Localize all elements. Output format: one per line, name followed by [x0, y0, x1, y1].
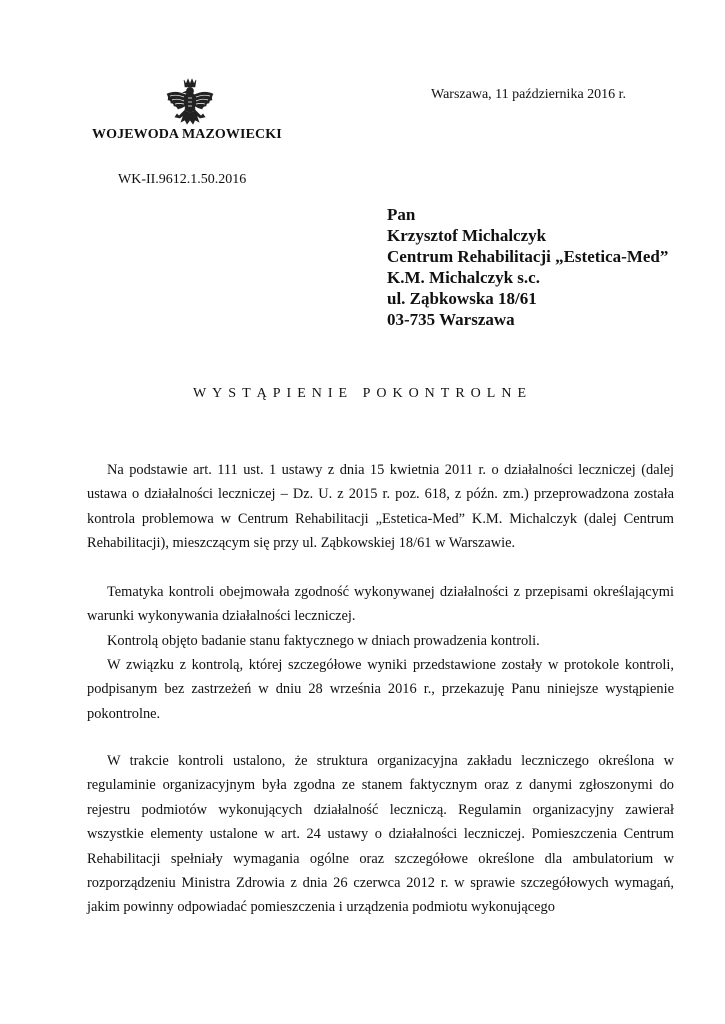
recipient-line: ul. Ząbkowska 18/61 — [387, 289, 537, 308]
recipient-line: K.M. Michalczyk s.c. — [387, 268, 540, 287]
issuer-name: WOJEWODA MAZOWIECKI — [92, 127, 282, 142]
recipient-line: Pan — [387, 205, 416, 224]
body-paragraph — [87, 458, 674, 556]
polish-eagle-emblem-icon — [164, 76, 216, 132]
body-paragraph — [87, 629, 674, 653]
paragraph-findings: W trakcie kontroli ustalono, że struktura organizacyjna zakładu leczniczego określona w regulaminie organizacyjnym była zgodna ze stanem faktycznym oraz z danymi zgłoszonymi do rejestru podmiotów wykonujących działalność leczniczą. Regulamin organizacyjny zawierał wszystkie elementy ustalone w art. 24 ustawy o działalności leczniczej. Pomieszczenia Centrum Rehabilitacji spełniały wymagania ogólne oraz szczegółowe określone dla ambulatorium w rozporządzeniu Ministra Zdrowia z dnia 26 czerwca 2012 r. w sprawie szczegółowych wymagań, jakim powinny odpowiadać pomieszczenia i urządzenia podmiotu wykonującego — [87, 753, 674, 916]
body-paragraph — [87, 749, 674, 920]
paragraph-scope: Tematyka kontroli obejmowała zgodność wykonywanej działalności z przepisami określającymi warunki wykonywania działalności leczniczej. — [87, 584, 674, 625]
place-and-date: Warszawa, 11 października 2016 r. — [431, 87, 627, 102]
paragraph-subject: Kontrolą objęto badanie stanu faktycznego w dniach prowadzenia kontroli. — [107, 633, 540, 649]
recipient-address — [387, 204, 668, 330]
document-title: WYSTĄPIENIE POKONTROLNE — [192, 386, 533, 401]
paragraph-legal-basis: Na podstawie art. 111 ust. 1 ustawy z dnia 15 kwietnia 2011 r. o działalności leczniczej (dalej ustawa o działalności leczniczej – Dz. U. z 2015 r. poz. 618, z późn. zm.) przeprowadzona została kontrola problemowa w Centrum Rehabilitacji „Estetica-Med” K.M. Michalczyk (dalej Centrum Rehabilitacji), mieszczącym się przy ul. Ząbkowskiej 18/61 w Warszawie. — [87, 462, 674, 552]
recipient-line: 03-735 Warszawa — [387, 310, 515, 329]
body-paragraph — [87, 580, 674, 629]
body-paragraph — [87, 653, 674, 726]
paragraph-protocol: W związku z kontrolą, której szczegółowe wyniki przedstawione zostały w protokole kontroli, podpisanym bez zastrzeżeń w dniu 28 września 2016 r., przekazuję Panu niniejsze wystąpienie pokontrolne. — [87, 657, 674, 722]
reference-number: WK-II.9612.1.50.2016 — [118, 172, 247, 187]
recipient-line: Krzysztof Michalczyk — [387, 226, 547, 245]
recipient-line: Centrum Rehabilitacji „Estetica-Med” — [387, 247, 669, 266]
